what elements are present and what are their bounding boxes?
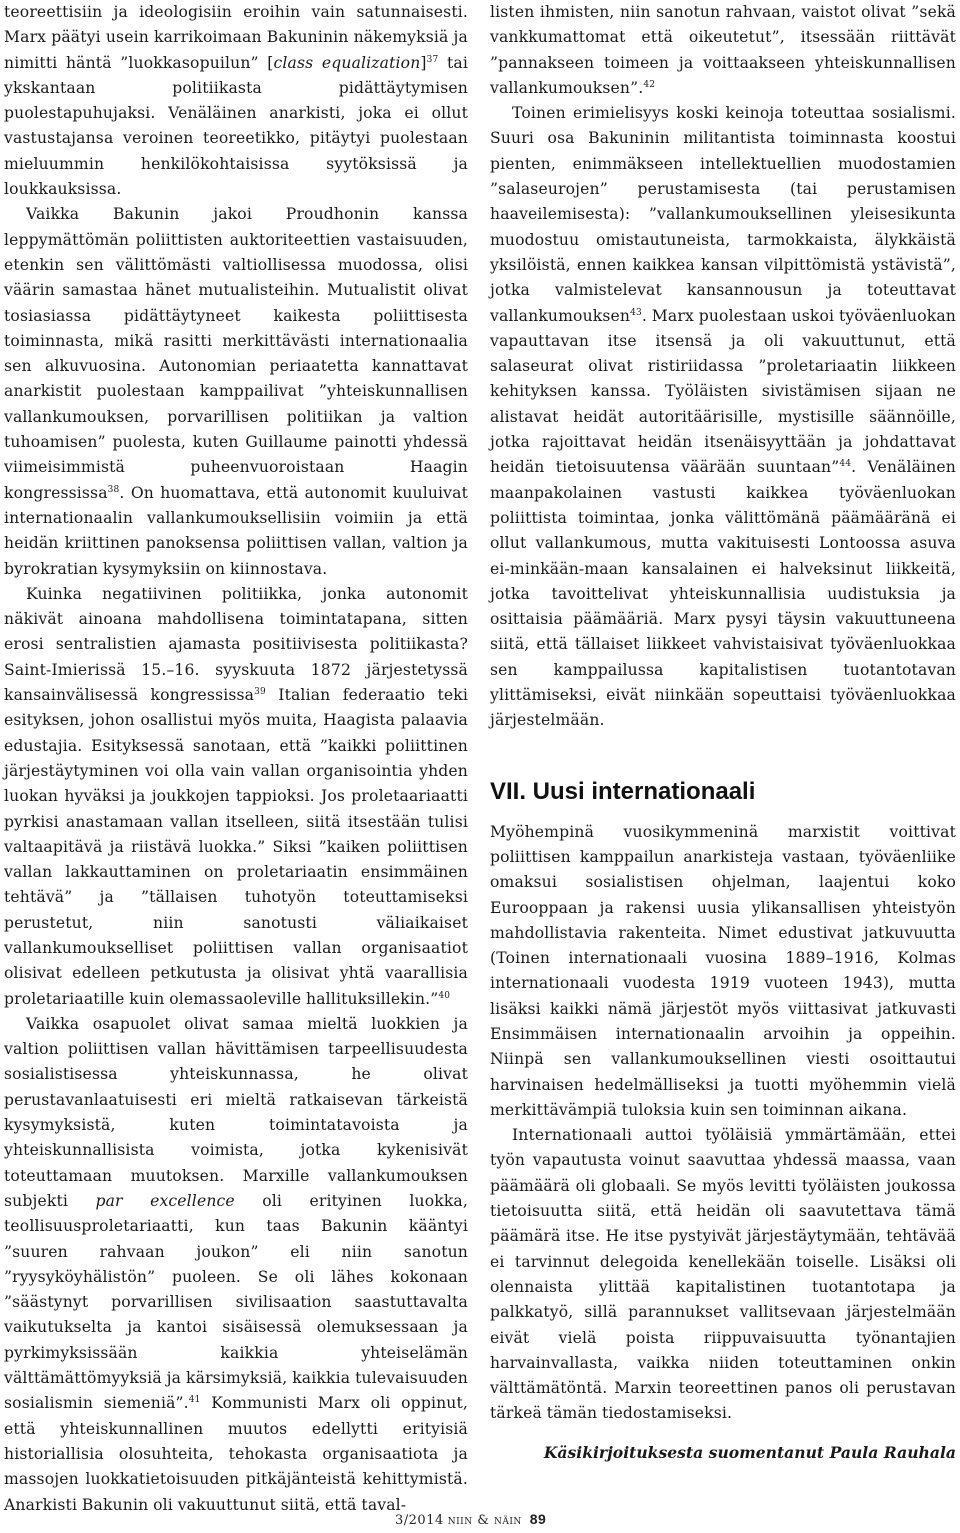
- text-run: . Marx puolestaan uskoi työväenluokan vapauttavan itse itsensä ja oli vakuuttunut, että salaseurat olivat ristiriidassa ”proletariaatin liikkeen kehityksen kanssa. Työläisten sivistämisen sijaan ne alistavat heidät autoritäärisille, mystisille säännöille, jotka rajoittavat heidän itsenäisyyttään ja johdattavat heidän tietoisuutensa väärään suuntaan”: [490, 306, 956, 477]
- magazine-name: niin & näin: [447, 1513, 522, 1528]
- text-run: listen ihmisten, niin sanotun rahvaan, vaistot olivat ”sekä vankkumattomat että oikeutetut”, itsessään riittävät ”pannakseen toimeen ja voittaakseen yhteiskunnallisen vallankumouksen”.: [490, 3, 956, 97]
- text-run: . Venäläinen maanpakolainen vastusti kaikkea työväenluokan poliittista toimintaa, jonka välittömänä päämääränä ei ollut vallankumous, mutta vakituisesti Lontoossa asuva ei-minkään-maan kansalainen ei halveksinut liikkeitä, jotka tavoittelivat yhteiskunnallisia uudistuksia ja osittaisia päämääriä. Marx pysyi täysin vakuuttuneena siitä, että tällaiset liikkeet vahvistaisivat työväenluokkaa sen kamppailussa kapitalistisen tuotantotavan ylittämiseksi, eivät niinkään sopeuttaisi työväenluokkaa järjestelmään.: [490, 458, 956, 730]
- text-run: Kuinka negatiivinen politiikka, jonka autonomit näkivät ainoana mahdollisena toimintatapana, sitten erosi sentralistien ajamasta positiivisesta politiikasta? Saint-Imierissä 15.–16. syyskuuta 1872 järjestetyssä kansainvälisessä kongressissa: [4, 584, 468, 705]
- italic-term: class equalization: [273, 53, 421, 72]
- text-run: Vaikka Bakunin jakoi Proudhonin kanssa leppymättömän poliittisten auktoriteettien vastaisuuden, etenkin sen välittömästi valtiollisessa muodossa, olisi väärin samastaa hänet mutualisteihin. Mutualistit olivat tosiasiassa pidättäytyneet kaikesta poliittisesta toiminnasta, mikä rasitti merkittävästi internationaalia sen alkuvuosina. Autonomian periaatetta kannattavat anarkistit puolestaan kamppailivat ”yhteiskunnallisen vallankumouksen, porvarillisen politiikan ja valtion tuhoamisen” puolesta, kuten Guillaume painotti yhdessä viimeisimmistä puheenvuoroistaan Haagin kongressissa: [4, 205, 468, 502]
- footnote-ref[interactable]: 44: [839, 459, 852, 470]
- paragraph: [490, 0, 956, 101]
- paragraph: Myöhempinä vuosikymmeninä marxistit voittivat poliittisen kamppailun anarkisteja vastaan, työväenliike omaksui sosialistisen ohjelman, laajentui koko Eurooppaan ja rakensi uusia ylikansallisen yhteistyön mahdollistavia rakenteita. Nimet edustivat jatkuvuutta (Toinen internationaali vuosina 1889–1916, Kolmas internationaali vuodesta 1919 vuoteen 1943), mutta lisäksi kaikki nämä järjestöt myös viittasivat jatkuvasti Ensimmäisen internationaalin arvoihin ja oppeihin. Niinpä sen vallankumouksellinen viesti osoittautui harvinaisen hedelmälliseksi ja tuotti myöhemmin vielä merkittävämpiä tuloksia kuin sen toiminnan aikana.: [490, 822, 956, 1119]
- section-heading: VII. Uusi internationaali: [490, 777, 756, 805]
- paragraph: [4, 1012, 468, 1518]
- footnote-ref[interactable]: 42: [643, 79, 656, 90]
- footnote-ref[interactable]: 40: [438, 990, 451, 1001]
- text-run: teoreettisiin ja ideologisiin eroihin vain satunnaisesti. Marx päätyi usein karrikoimaan Bakuninin näkemyksiä ja nimitti häntä ”luokkasopuilun” [: [4, 3, 468, 72]
- paragraph: [4, 202, 468, 581]
- page-footer: [395, 1510, 575, 1530]
- right-column: [490, 0, 956, 1465]
- paragraph: [490, 101, 956, 733]
- text-run: Vaikka osapuolet olivat samaa mieltä luokkien ja valtion poliittisen vallan hävittämisen tarpeellisuudesta sosialistisessa yhteiskunnassa, he olivat perustavanlaatuisesti eri mieltä ratkaisevan tärkeistä kysymyksistä, kuten toimintatavoista ja yhteiskunnallisista voimista, jotka kykenisivät toteuttamaan muutoksen. Marxille vallankumouksen subjekti: [4, 1014, 468, 1210]
- issue-number: 3/2014: [395, 1513, 444, 1528]
- footnote-ref[interactable]: 41: [188, 1395, 201, 1406]
- text-run: oli erityinen luokka, teollisuusproletariaatti, kun taas Bakunin kääntyi ”suuren rahvaan joukon” eli niin sanotun ”ryysyköyhälistön” puoleen. Se oli lähes kokonaan ”säästynyt porvarillisen sivilisaation saastuttavalta vaikutukselta ja kantoi sisäisessä olemuksessaan ja pyrkimyksissään kaikkia yhteiselämän välttämättömyyksiä ja kärsimyksiä, kaikkia tulevaisuuden sosialismin siemeniä”.: [4, 1191, 468, 1413]
- text-run: Toinen erimielisyys koski keinoja toteuttaa sosialismi. Suuri osa Bakuninin militantista toiminnasta koostui pienten, enimmäkseen intellektuellien muodostamien ”salaseurojen” perustamisesta (tai perustamisen haaveilemisesta): ”vallankumouksellinen yleisesikunta muodostuu omistautuneista, tarmokkaista, älykkäistä yksilöistä, ennen kaikkea kansan vilpittömistä ystävistä”, jotka valmistelevat kansannousun ja toteuttavat vallankumouksen: [490, 104, 956, 325]
- paragraph: Internationaali auttoi työläisiä ymmärtämään, ettei työn vapautusta voinut saavuttaa yhdessä maassa, vaan päämäärä oli globaali. Se myös levitti työläisten joukossa tietoisuutta siitä, että heidän oli saavutettava tämä päämärä itse. He itse pystyivät järjestäytymään, tehtävää ei tarvinnut delegoida kenellekään toiselle. Lisäksi oli olennaista ylittää kapitalistinen tuotantotapa ja palkkatyö, sillä parannukset vallitsevaan järjestelmään eivät vielä poista riippuvaisuutta työnantajien harvainvallasta, vaikka niiden toteuttaminen onkin välttämätöntä. Marxin teoreettinen panos oli perustavan tärkeä tämän tiedostamiseksi.: [490, 1126, 956, 1423]
- text-run: tai ykskantaan politiikasta pidättäytymisen puolestapuhujaksi. Venäläinen anarkisti, joka ei ollut vastustajansa veroinen teoreetikko, pitäytyi puolestaan mieluummin henkilökohtaisissa syytöksissä ja loukkauksissa.: [4, 53, 468, 199]
- text-run: Italian federaatio teki esityksen, johon osallistui myös muita, Haagista palaavia edustajia. Esityksessä sanotaan, että ”kaikki poliittinen järjestäytyminen voi olla vain vallan organisointia yhden luokan hyväksi ja joukkojen tappioksi. Jos proletaariaatti pyrkisi anastamaan vallan itselleen, siitä itsestään tulisi valtaapitävä ja riistävä luokka.” Siksi ”kaiken poliittisen vallan lakkauttaminen on proletariaatin ensimmäinen tehtävä” ja ”tällaisen tuhotyön toteuttamiseksi perustetut, niin sanotusti väliaikaiset vallankumoukselliset poliittisen vallan organisaatiot olisivat edelleen petkutusta ja olisivat yhtä vaarallisia proletariaatille kuin olemassaoleville hallituksillekin.”: [4, 686, 468, 1008]
- italic-term: par excellence: [95, 1191, 235, 1210]
- paragraph: [4, 582, 468, 1012]
- page-number: 89: [529, 1511, 547, 1527]
- text-run: . On huomattava, että autonomit kuuluivat internationaalin vallankumouksellisiin voimiin ja että heidän kriittinen panoksensa poliittisen vallan, valtion ja byrokratian kysymyksiin on kiinnostava.: [4, 483, 468, 578]
- translator-credit: Käsikirjoituksesta suomentanut Paula Rauhala: [543, 1442, 956, 1462]
- left-column: [4, 0, 468, 1518]
- footnote-ref[interactable]: 37: [426, 54, 439, 65]
- text-run: Kommunisti Marx oli oppinut, että yhteiskunnallinen muutos edellytti erityisiä historiallisia olosuhteita, tehokasta organisaatiota ja massojen luokkatietoisuuden pitkäjänteistä kehittymistä. Anarkisti Bakunin oli vakuuttunut siitä, että taval-: [4, 1394, 468, 1514]
- text-run: ]: [420, 53, 427, 72]
- footnote-ref[interactable]: 38: [107, 484, 120, 495]
- paragraph: [4, 0, 468, 202]
- footnote-ref[interactable]: 43: [630, 307, 642, 318]
- footnote-ref[interactable]: 39: [254, 686, 266, 697]
